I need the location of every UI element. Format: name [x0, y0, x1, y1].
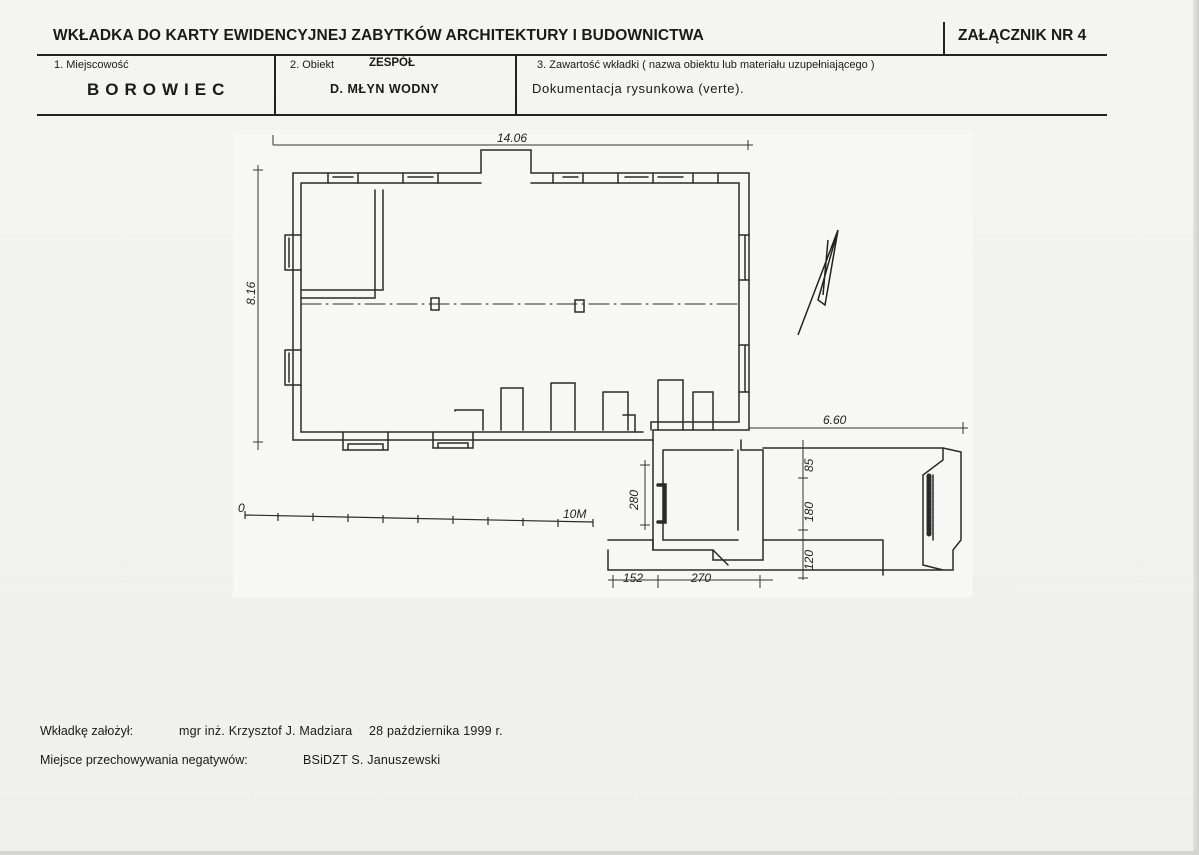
content-value: Dokumentacja rysunkowa (verte). — [532, 81, 745, 96]
mill-equipment — [455, 380, 713, 432]
scale-bar — [245, 511, 593, 527]
annex-number: ZAŁĄCZNIK NR 4 — [958, 27, 1087, 44]
scale-end-label: 10M — [563, 507, 587, 521]
floor-plan-drawing — [233, 130, 973, 597]
dim-annex-length-label: 6.60 — [823, 413, 847, 427]
object-group: ZESPÓŁ — [369, 57, 416, 69]
created-date-value: 28 października 1999 r. — [369, 724, 503, 738]
dim-280-label: 280 — [627, 489, 641, 510]
storage-value: BSiDZT S. Januszewski — [303, 753, 441, 767]
created-by-value: mgr inż. Krzysztof J. Madziara — [179, 724, 353, 738]
window-marks-top — [328, 173, 718, 183]
baseline-ledge — [608, 540, 883, 570]
place-value: BOROWIEC — [87, 80, 231, 99]
dim-line-annex — [748, 422, 968, 434]
scan-edge-bottom — [0, 851, 1199, 855]
scale-start-label: 0 — [238, 501, 245, 515]
window-marks-bottom — [343, 432, 473, 450]
dim-width-label: 14.06 — [497, 131, 528, 145]
dim-152-label: 152 — [623, 571, 644, 585]
header-divider — [943, 22, 945, 54]
scan-edge-right — [1193, 0, 1199, 855]
dim-85-label: 85 — [802, 458, 816, 472]
storage-label: Miejsce przechowywania negatywów: — [40, 753, 248, 767]
object-value: D. MŁYN WODNY — [330, 82, 440, 96]
partition-wall — [301, 190, 383, 298]
dim-270-label: 270 — [691, 571, 712, 585]
field-divider-2 — [515, 55, 517, 115]
sheet-title: WKŁADKA DO KARTY EWIDENCYJNEJ ZABYTKÓW ARCHITEKTURY I BUDOWNICTWA — [53, 27, 704, 44]
fields-bottom-rule — [37, 114, 1107, 116]
object-label: 2. Obiekt — [290, 59, 335, 71]
dim-line-left — [253, 165, 263, 450]
annex-room-wall — [653, 440, 763, 565]
created-by-label: Wkładkę założył: — [40, 724, 134, 738]
dim-180-label: 180 — [802, 501, 816, 522]
header-rule — [37, 54, 1107, 56]
window-marks-right — [739, 235, 749, 392]
place-label: 1. Miejscowość — [54, 59, 129, 71]
dim-120-label: 120 — [802, 549, 816, 570]
field-divider-1 — [274, 55, 276, 115]
inner-wall — [301, 183, 739, 432]
dim-height-label: 8.16 — [244, 281, 258, 305]
annex-stairs — [658, 485, 665, 522]
outer-wall — [293, 150, 749, 440]
north-arrow — [798, 230, 838, 335]
column-2 — [575, 300, 584, 312]
dim-line-annex-vertical — [640, 460, 650, 530]
content-label: 3. Zawartość wkładki ( nazwa obiektu lub materiału uzupełniającego ) — [537, 59, 875, 71]
